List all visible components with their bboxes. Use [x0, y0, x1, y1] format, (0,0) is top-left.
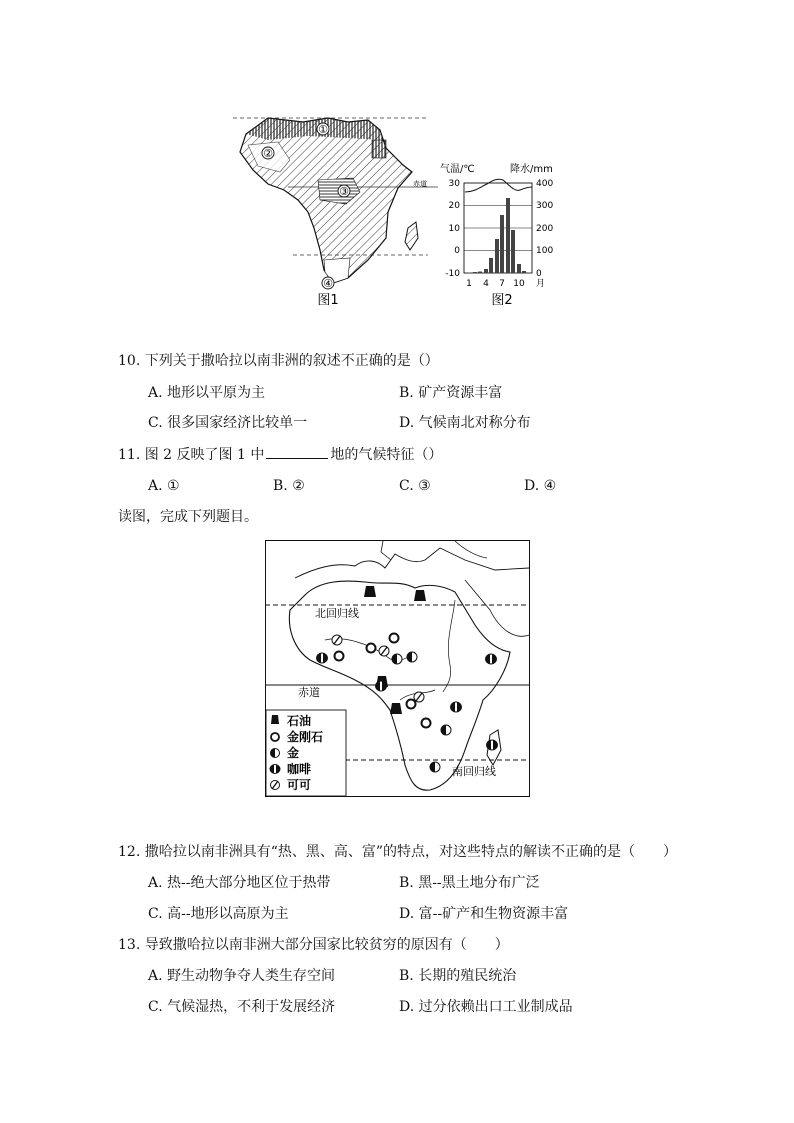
q11-option-a[interactable]: A. ① [148, 478, 180, 494]
map-legend [266, 710, 346, 796]
q11-option-c[interactable]: C. ③ [399, 478, 431, 494]
question-text-before: 图 2 反映了图 1 中 [144, 447, 265, 463]
q12-option-d[interactable]: D. 富--矿产和生物资源丰富 [399, 906, 569, 922]
answer-blank[interactable] [266, 444, 328, 459]
legend-cocoa: 可可 [287, 778, 312, 792]
read-instruction: 读图，完成下列题目。 [118, 509, 258, 525]
q13-option-b[interactable]: B. 长期的殖民统治 [399, 968, 517, 984]
marker-2: ② [263, 147, 273, 160]
gold-symbol [407, 652, 417, 662]
right-tick: 300 [536, 201, 554, 211]
q11-option-d[interactable]: D. ④ [524, 478, 557, 494]
equator-label: 赤道 [298, 686, 320, 699]
diamond-symbol [407, 700, 416, 709]
gold-symbol [441, 725, 451, 735]
africa-climate-map [233, 118, 438, 308]
tropic-of-cancer-label: 北回归线 [315, 607, 359, 620]
diamond-symbol [422, 719, 431, 728]
coffee-symbol [486, 740, 498, 750]
month-tick: 4 [483, 279, 489, 289]
question-13 [118, 935, 509, 955]
coffee-symbol [316, 653, 328, 663]
question-number: 12. [118, 844, 141, 860]
figure-2-caption: 图2 [491, 293, 513, 308]
africa-resource-map [265, 540, 530, 797]
cocoa-symbol [364, 643, 374, 653]
right-tick: 200 [536, 224, 554, 234]
q10-option-b[interactable]: B. 矿产资源丰富 [399, 385, 503, 401]
left-tick: -10 [445, 269, 460, 279]
legend-oil: 石油 [287, 714, 312, 728]
cocoa-symbol [332, 635, 342, 645]
q13-option-a[interactable]: A. 野生动物争夺人类生存空间 [148, 968, 336, 984]
question-10 [118, 351, 439, 371]
question-number: 11. [118, 447, 141, 463]
temperature-axis-label: 气温/℃ [440, 164, 475, 175]
question-number: 10. [118, 353, 141, 369]
q13-option-c[interactable]: C. 气候湿热，不利于发展经济 [148, 999, 336, 1015]
cocoa-symbol [414, 692, 424, 702]
question-number: 13. [118, 937, 141, 953]
oil-symbol [390, 703, 402, 714]
month-unit: 月 [536, 279, 546, 289]
legend-coffee: 咖啡 [287, 762, 312, 776]
question-12 [118, 842, 677, 862]
left-tick: 0 [454, 246, 460, 256]
legend-diamond: 金刚石 [287, 730, 324, 744]
cocoa-symbol [379, 646, 389, 656]
q13-option-d[interactable]: D. 过分依赖出口工业制成品 [399, 999, 573, 1015]
question-text: 下列关于撒哈拉以南非洲的叙述不正确的是（） [144, 353, 439, 369]
coffee-symbol [485, 654, 497, 664]
right-tick: 100 [536, 246, 554, 256]
coffee-symbol [375, 681, 387, 691]
q10-option-d[interactable]: D. 气候南北对称分布 [399, 415, 531, 431]
figure-1-caption: 图1 [317, 293, 339, 308]
oil-symbol [364, 586, 376, 597]
right-tick: 0 [536, 269, 542, 279]
month-tick: 10 [513, 279, 525, 289]
africa-climate-figure [228, 100, 558, 315]
gold-symbol [430, 762, 440, 772]
question-11 [118, 444, 442, 465]
question-text: 撒哈拉以南非洲具有“热、黑、高、富”的特点，对这些特点的解读不正确的是（ ） [144, 844, 678, 860]
q10-option-a[interactable]: A. 地形以平原为主 [148, 385, 266, 401]
marker-4: ④ [323, 277, 333, 290]
tropic-of-capricorn-label: 南回归线 [452, 765, 496, 778]
left-tick: 10 [448, 224, 460, 234]
diamond-symbol [335, 652, 344, 661]
q12-option-b[interactable]: B. 黑--黑土地分布广泛 [399, 875, 540, 891]
q12-option-c[interactable]: C. 高--地形以高原为主 [148, 906, 289, 922]
right-tick: 400 [536, 179, 554, 189]
left-tick: 30 [448, 179, 460, 189]
q10-option-c[interactable]: C. 很多国家经济比较单一 [148, 415, 308, 431]
legend-gold: 金 [287, 746, 300, 760]
climate-chart [440, 162, 553, 308]
gold-symbol [392, 654, 402, 664]
question-text-after: 地的气候特征（） [330, 447, 443, 463]
q11-option-b[interactable]: B. ② [273, 478, 305, 494]
coffee-symbol [450, 702, 462, 712]
equator-label: 赤道 [413, 180, 427, 188]
precipitation-axis-label: 降水/mm [510, 164, 553, 175]
oil-symbol [414, 590, 426, 601]
marker-3: ③ [339, 185, 349, 198]
q12-option-a[interactable]: A. 热--绝大部分地区位于热带 [148, 875, 331, 891]
marker-1: ① [318, 123, 328, 136]
left-tick: 20 [448, 201, 460, 211]
month-tick: 7 [499, 279, 505, 289]
diamond-symbol [390, 634, 399, 643]
month-tick: 1 [466, 279, 472, 289]
question-text: 导致撒哈拉以南非洲大部分国家比较贫穷的原因有（ ） [144, 937, 509, 953]
